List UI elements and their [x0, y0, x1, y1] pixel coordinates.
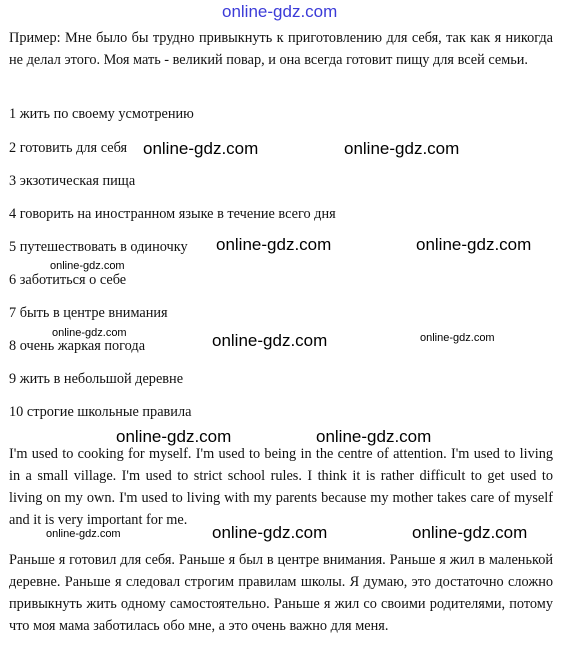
russian-paragraph: Раньше я готовил для себя. Раньше я был в центре внимания. Раньше я жил в маленькой деревне. Раньше я следовал строгим правилам школы. Я думаю, это достаточно сложно привыкнуть жить одному самостоятельно. Раньше я жил со своими родителями, потому что моя мама заботилась обо мне, а это очень важно для меня.: [9, 552, 553, 634]
list-item-8: 8 очень жаркая погода: [9, 338, 146, 354]
watermark: online-gdz.com: [212, 331, 328, 350]
list-item-4: 4 говорить на иностранном языке в течение всего дня: [9, 206, 336, 222]
list-item-9: 9 жить в небольшой деревне: [9, 371, 184, 387]
watermark: online-gdz.com: [420, 332, 495, 344]
watermark: online-gdz.com: [143, 139, 259, 158]
list-item-2: 2 готовить для себя: [9, 140, 128, 156]
example-paragraph: Пример: Мне было бы трудно привыкнуть к приготовлению для себя, так как я никогда не делал этого. Моя мать - великий повар, и она всегда готовит пищу для всей семьи.: [9, 30, 553, 68]
list-item-7: 7 быть в центре внимания: [9, 305, 168, 321]
watermark: online-gdz.com: [416, 235, 532, 254]
watermark: online-gdz.com: [316, 427, 432, 446]
list-item-1: 1 жить по своему усмотрению: [9, 106, 194, 122]
watermark: online-gdz.com: [46, 528, 121, 540]
watermark: online-gdz.com: [212, 523, 328, 542]
watermark: online-gdz.com: [50, 260, 125, 272]
list-item-5: 5 путешествовать в одиночку: [9, 239, 188, 255]
watermark: online-gdz.com: [216, 235, 332, 254]
list-item-6: 6 заботиться о себе: [9, 272, 127, 288]
list-item-10: 10 строгие школьные правила: [9, 404, 192, 420]
list-item-3: 3 экзотическая пища: [9, 173, 136, 189]
watermark: online-gdz.com: [52, 327, 127, 339]
watermark: online-gdz.com: [344, 139, 460, 158]
watermark: online-gdz.com: [412, 523, 528, 542]
watermark: online-gdz.com: [116, 427, 232, 446]
watermark-top: online-gdz.com: [222, 2, 338, 21]
english-paragraph: I'm used to cooking for myself. I'm used to being in the centre of attention. I'm used to living in a small village. I'm used to strict school rules. I think it is rather difficult to get used to living on my own. I'm used to living with my parents because my mother takes care of myself and it is very important for me.: [9, 446, 553, 528]
